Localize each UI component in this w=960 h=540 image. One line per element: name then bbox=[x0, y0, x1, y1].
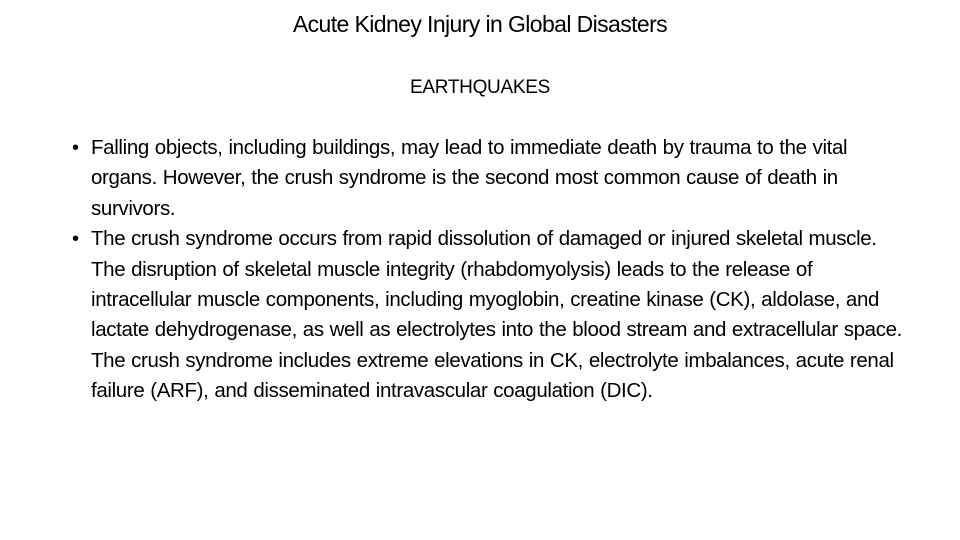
bullet-item bbox=[72, 224, 902, 406]
bullet-text: The crush syndrome occurs from rapid dissolution of damaged or injured skeletal muscle. The disruption of skeletal muscle integrity (rhabdomyolysis) leads to the release of intracellular muscle components, including myoglobin, creatine kinase (CK), aldolase, and lactate dehydrogenase, as well as electrolytes into the blood stream and extracellular space. The crush syndrome includes extreme elevations in CK, electrolyte imbalances, acute renal failure (ARF), and disseminated intravascular coagulation (DIC). bbox=[91, 227, 903, 403]
bullet-item bbox=[72, 133, 902, 224]
slide-subtitle: EARTHQUAKES bbox=[410, 77, 550, 98]
bullet-list bbox=[72, 133, 902, 407]
bullet-text: Falling objects, including buildings, may lead to immediate death by trauma to the vital organs. However, the crush syndrome is the second most common cause of death in survivors. bbox=[91, 136, 848, 220]
slide-title: Acute Kidney Injury in Global Disasters bbox=[292, 11, 668, 37]
bullet-marker: • bbox=[72, 228, 79, 251]
bullet-marker: • bbox=[72, 137, 79, 159]
